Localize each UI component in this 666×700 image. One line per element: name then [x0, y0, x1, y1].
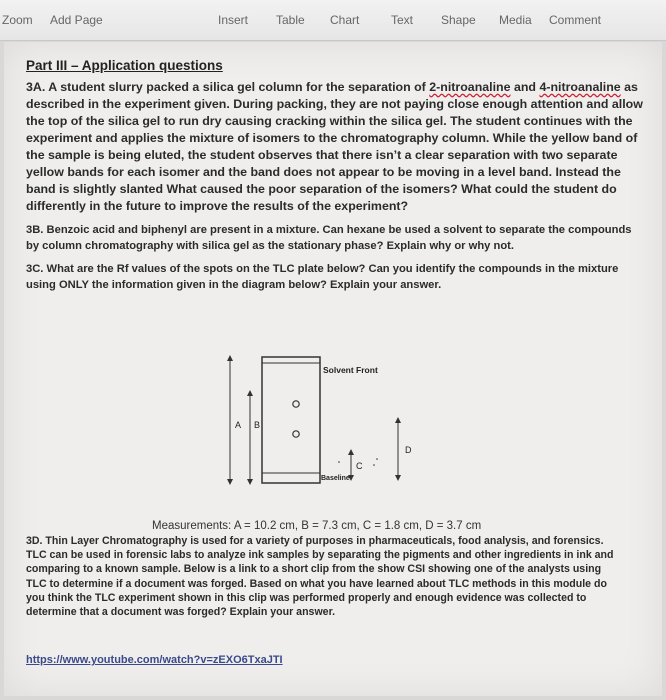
baseline-label: Baseline [321, 475, 350, 482]
solvent-front-label: Solvent Front [323, 365, 378, 375]
question-3c [26, 262, 646, 293]
measurements-text: Measurements: A = 10.2 cm, B = 7.3 cm, C = 1.8 cm, D = 3.7 cm [152, 520, 482, 532]
shape-button[interactable]: Shape [441, 13, 476, 27]
tlc-spot-lower [293, 431, 299, 437]
video-link[interactable]: https://www.youtube.com/watch?v=zEXO6TxaJTI [26, 654, 283, 666]
q3c-text: 3C. What are the Rf values of the spots on the TLC plate below? Can you identify the compounds in the mixture using ONLY the information given in the diagram below? Explain your answer. [26, 263, 619, 291]
arrow-b-head-top [247, 390, 253, 396]
label-b: B [254, 420, 261, 430]
q3a-text-end: as described in the experiment given. During packing, they are not paying close enough attention and allow the top of the silica gel to run dry causing cracking within the silica gel. The student continues with the experiment and applies the mixture of isomers to the chromatography column. While the yellow band of the sample is being eluted, the student observes that there isn’t a clear separation with two separate yellow bands for each isomer and the band does not appear to be moving in a level band. Instead the band is slightly slanted What caused the poor separation of the isomers? What could the student do differently in the future to improve the results of the experiment? [26, 80, 643, 213]
media-button[interactable]: Media [499, 13, 532, 27]
document-page [4, 42, 662, 696]
question-3a [26, 79, 646, 215]
dot-2 [373, 464, 375, 466]
part-title: Part III – Application questions [26, 58, 223, 73]
insert-button[interactable]: Insert [218, 13, 249, 27]
q3a-text-start: 3A. A student slurry packed a silica gel column for the separation of [26, 80, 430, 94]
question-3b [26, 223, 646, 254]
chart-button[interactable]: Chart [330, 13, 360, 27]
label-a: A [235, 420, 242, 430]
tlc-plate [262, 357, 320, 483]
tlc-plate-diagram [210, 355, 430, 495]
q3a-term-4-nitroanaline: 4-nitroanaline [539, 80, 621, 94]
arrow-d-head-bottom [395, 475, 401, 481]
comment-button[interactable]: Comment [549, 13, 602, 27]
zoom-button[interactable]: Zoom [2, 13, 33, 27]
arrow-d-head-top [395, 417, 401, 423]
add-page-button[interactable]: Add Page [50, 13, 103, 27]
app-toolbar [0, 0, 666, 41]
arrow-a-head-top [227, 355, 233, 361]
question-3d [26, 534, 616, 619]
q3d-text: 3D. Thin Layer Chromatography is used for a variety of purposes in pharmaceuticals, food analysis, and forensics. TLC can be used in forensic labs to analyze ink samples by separating the pigments and other ingredients in ink and comparing to a known sample. Below is a link to a short clip from the show CSI showing one of the analysts using TLC to determine if a document was forged. Based on what you have learned about TLC methods in this module do you think the TLC experiment shown in this clip was performed properly and enough evidence was collected to determine that a document was forged? Explain your answer. [26, 535, 614, 619]
document-body [26, 58, 646, 301]
arrow-c-head-top [348, 449, 354, 455]
label-d: D [405, 445, 412, 455]
label-c: C [356, 461, 363, 471]
q3a-term-2-nitroanaline: 2-nitroanaline [429, 80, 511, 94]
dot-1 [338, 461, 340, 463]
tlc-spot-upper [293, 401, 299, 407]
text-button[interactable]: Text [391, 13, 414, 27]
dot-3 [376, 458, 378, 460]
q3a-text-mid: and [510, 80, 540, 94]
q3b-text: 3B. Benzoic acid and biphenyl are present in a mixture. Can hexane be used a solvent to separate the compounds by column chromatography with silica gel as the stationary phase? Explain why or why not. [26, 224, 632, 252]
arrow-b-head-bottom [247, 479, 253, 485]
table-button[interactable]: Table [276, 13, 305, 27]
arrow-a-head-bottom [227, 479, 233, 485]
